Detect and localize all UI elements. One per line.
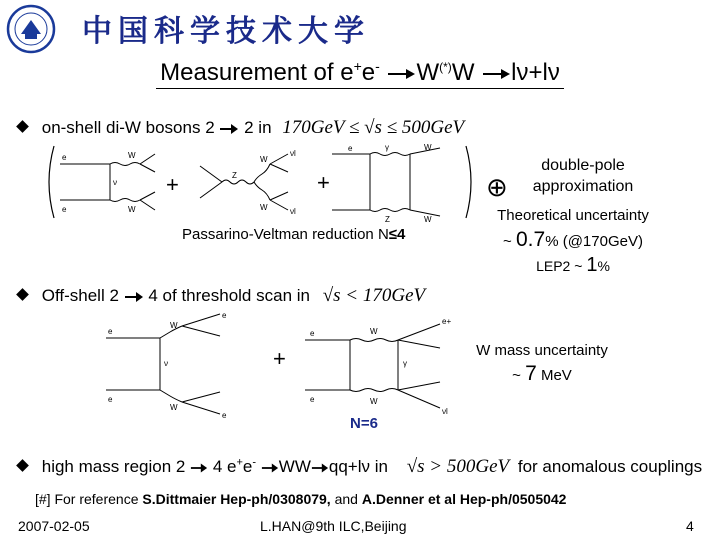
diagram-label-w: W [424,143,432,152]
arrow-icon [219,123,239,135]
diagram-label-w: W [370,397,378,406]
arrow-icon [386,67,416,81]
footer-date: 2007-02-05 [18,518,90,534]
slide-title: Measurement of e+e- W(*)W lν+lν [0,58,720,89]
diagram-label-e: e [108,327,113,336]
university-logo [6,4,56,54]
diagram-label-z: Z [232,171,237,180]
diagram-label-e: e [310,395,315,404]
diagram-label-e: e [222,311,227,320]
arrow-icon [311,462,329,474]
double-pole-label: double-pole approximation [532,157,634,195]
diamond-bullet-icon [16,459,29,472]
bullet-offshell: Off-shell 2 4 of threshold scan in √s < 170GeV [18,285,425,307]
pv-reduction-label: Passarino-Veltman reduction N≤4 [182,226,406,243]
diamond-bullet-icon [16,288,29,301]
plus-sign: + [317,170,330,195]
oplus-symbol: ⊕ [486,172,508,202]
arrow-icon [190,462,208,474]
diagram-label-e: e [348,144,353,153]
bullet-high-mass: high mass region 2 4 e+e- WW qq+lν in √s > 500GeV for anomalous couplings [18,456,702,478]
arrow-icon [261,462,279,474]
diagram-label-nul: νl [290,149,296,158]
footer-venue: L.HAN@9th ILC,Beijing [260,518,407,534]
diamond-bullet-icon [16,120,29,133]
diagram-label-w: W [170,403,178,412]
diagram-label-w: W [370,327,378,336]
diagram-label-e: e [108,395,113,404]
diagram-label-e: e [62,205,67,214]
reference-line: [#] For reference S.Dittmaier Hep-ph/0308079, and A.Denner et al Hep-ph/0505042 [35,491,567,507]
diagram-label-w: W [260,203,268,212]
diagram-label-nul: νl [442,407,448,416]
diagram-label-nul: νl [290,207,296,216]
diagram-label-w: W [260,155,268,164]
theory-uncertainty-box: Theoretical uncertainty ~ 0.7% (@170GeV) LEP2 ~ 1% [497,207,649,276]
diagram-label-nu: ν [164,359,168,368]
plus-sign: + [166,172,179,197]
diagram-label-nu: ν [113,178,117,187]
bullet-onshell: on-shell di-W bosons 2 2 in 170GeV ≤ √s ≤ 500GeV [18,117,464,139]
diagram-label-e-plus: e+ [442,317,452,326]
diagram-label-w: W [128,151,136,160]
diagram-label-w: W [424,215,432,222]
n6-label: N=6 [350,415,378,432]
diagram-label-e: e [62,153,67,162]
onshell-feynman-diagrams [40,142,480,222]
institution-name: 中国科学技术大学 [82,14,370,49]
plus-sign: + [273,346,286,371]
diagram-label-w: W [170,321,178,330]
wmass-uncertainty-box: W mass uncertainty ~ 7 MeV [476,342,608,385]
arrow-icon [124,291,144,303]
diagram-label-z: Z [385,215,390,222]
arrow-icon [481,67,511,81]
diagram-label-e: e [222,411,227,420]
diagram-label-gamma: γ [385,143,389,152]
diagram-label-w: W [128,205,136,214]
footer-page-number: 4 [686,518,694,534]
diagram-label-gamma: γ [403,359,407,368]
diagram-label-e: e [310,329,315,338]
